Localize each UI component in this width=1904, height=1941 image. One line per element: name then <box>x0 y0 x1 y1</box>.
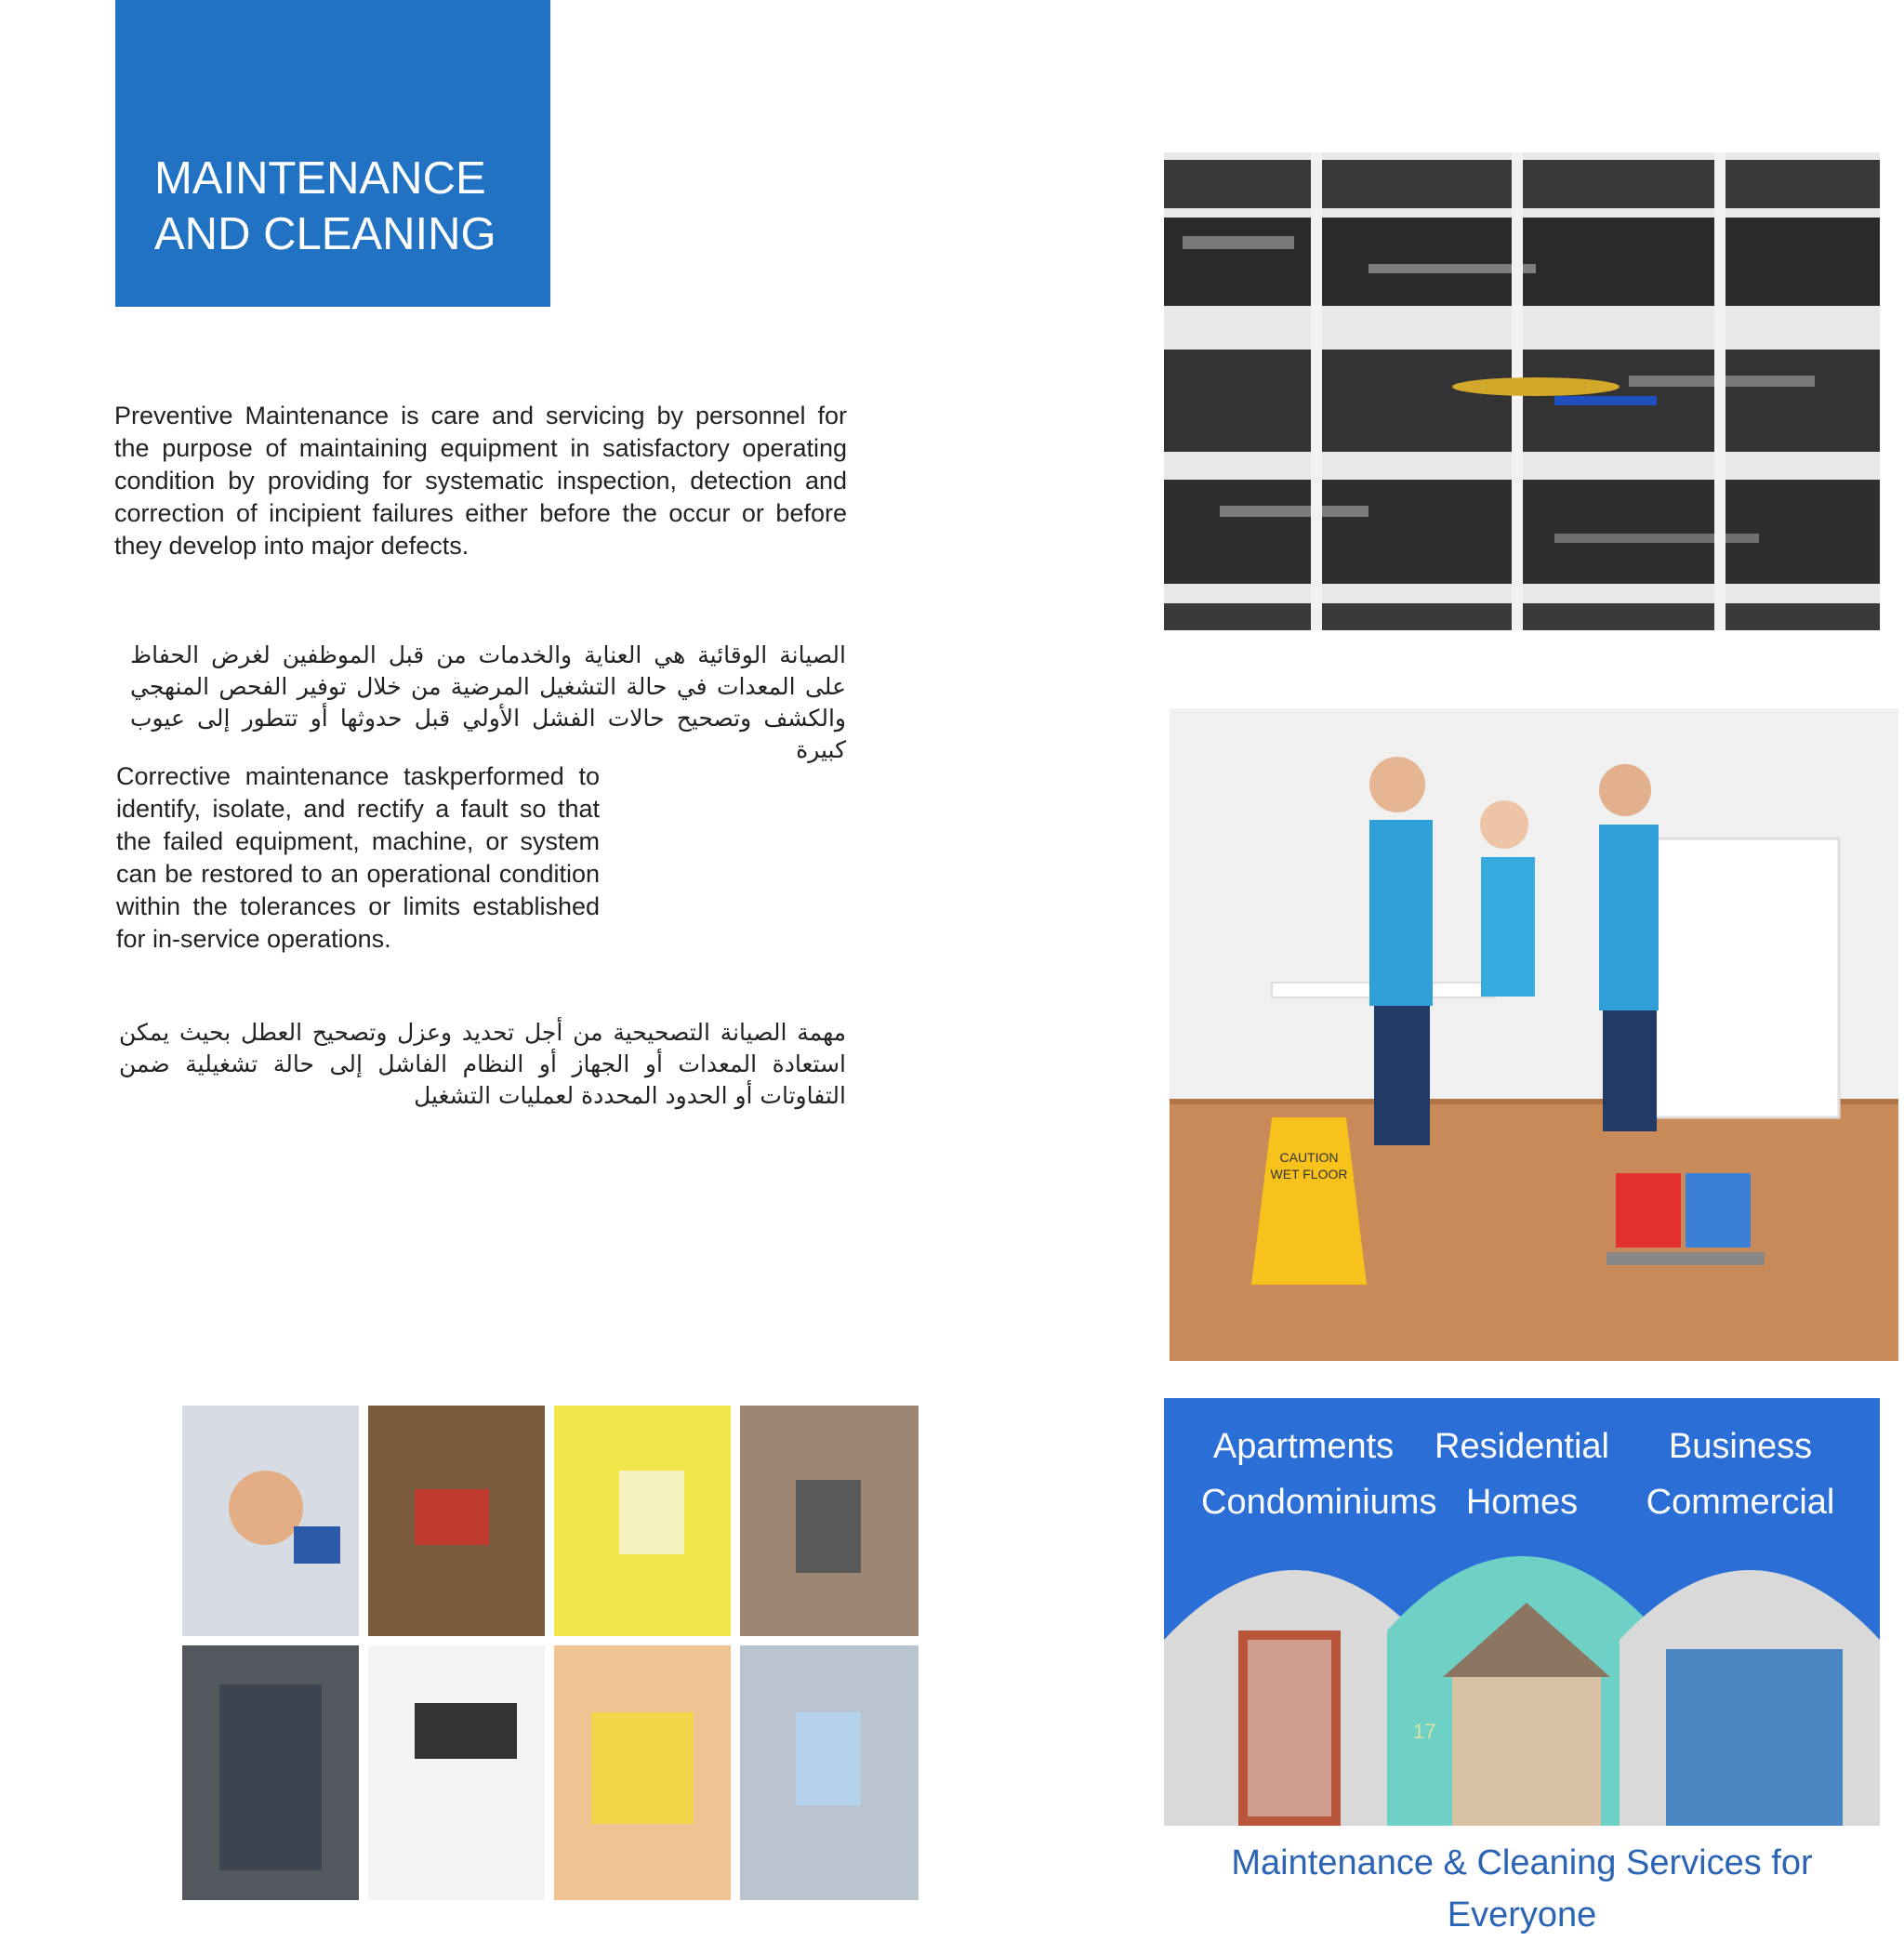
banner-col1-line2: Condominiums <box>1201 1483 1437 1522</box>
title-line-2: AND CLEANING <box>154 209 496 259</box>
caution-sign-line-1: CAUTION <box>1279 1150 1339 1165</box>
photo-glass-facade <box>1164 152 1880 630</box>
photo-handyman-collage <box>182 1406 919 1900</box>
banner-col2-line2: Homes <box>1465 1483 1579 1522</box>
banner-col2-line1: Residential <box>1435 1427 1609 1466</box>
preventive-maintenance-text-en: Preventive Maintenance is care and servicing by personnel for the purpose of maintaining equipment in satisfactory operating condition by providing for systematic inspection, detection and correction of incipient failures either before the occur or before they develop into major defects. <box>114 402 847 560</box>
banner-column-residential <box>1420 1419 1624 1530</box>
glass-facade-illustration <box>1164 152 1880 630</box>
banner-column-business <box>1638 1419 1843 1530</box>
banner-footer-text: Maintenance & Cleaning Services for Everyone <box>1231 1843 1813 1934</box>
title-block <box>115 0 550 307</box>
corrective-maintenance-text-en: Corrective maintenance taskperformed to identify, isolate, and rectify a fault so that the failed equipment, machine, or system can be restored to an operational condition within the tolerances or limits established for in-service operations. <box>116 762 600 953</box>
page-number: 17 <box>1413 1720 1436 1743</box>
corrective-maintenance-text-ar: مهمة الصيانة التصحيحية من أجل تحديد وعزل وتصحيح العطل بحيث يمكن استعادة المعدات أو الجهاز أو النظام الفاشل إلى حالة تشغيلية ضمن التفاوتات أو الحدود المحددة لعمليات التشغيل <box>119 1019 846 1109</box>
preventive-maintenance-text-ar: الصيانة الوقائية هي العناية والخدمات من قبل الموظفين لغرض الحفاظ على المعدات في حالة التشغيل المرضية من خلال توفير الفحص المنهجي والكشف وتصحيح حالات الفشل الأولي قبل حدوثها أو تتطور إلى عيوب كبيرة <box>130 641 846 763</box>
banner-col3-line1: Business <box>1668 1427 1813 1466</box>
handyman-collage-illustration <box>182 1406 919 1900</box>
caution-sign-line-2: WET FLOOR <box>1270 1167 1348 1182</box>
title-line-1: MAINTENANCE <box>154 153 486 204</box>
page-title <box>154 151 526 262</box>
banner-col1-line1: Apartments <box>1212 1427 1395 1466</box>
cleaning-team-illustration <box>1170 708 1898 1361</box>
banner-col3-line2: Commercial <box>1646 1483 1835 1522</box>
photo-cleaning-team <box>1170 708 1898 1361</box>
services-banner <box>1164 1398 1880 1934</box>
banner-column-apartments <box>1201 1419 1437 1530</box>
